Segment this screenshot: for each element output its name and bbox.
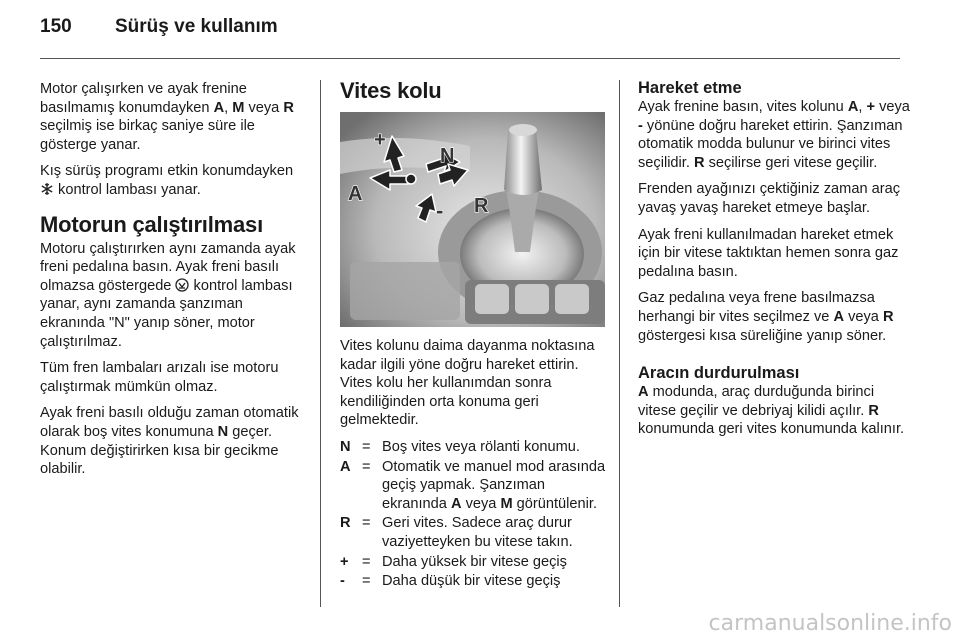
snowflake-icon — [40, 182, 54, 196]
paragraph: Gaz pedalına veya frene basılmazsa herhangi bir vites seçilmez ve A veya R göstergesi kısa süreliğine yanıp söner. — [638, 290, 894, 344]
figure-label-minus: - — [436, 198, 444, 223]
column-3 — [638, 78, 913, 447]
header-rule — [40, 58, 900, 59]
paragraph: Kış sürüş programı etkin konumdayken kontrol lambası yanar. — [40, 163, 294, 198]
column-divider-2 — [619, 80, 620, 607]
paragraph: Motor çalışırken ve ayak frenine basılmamış konumdayken A, M veya R seçilmiş ise birkaç saniye süre ile gösterge yanar. — [40, 81, 294, 153]
column-2 — [340, 68, 610, 591]
paragraph: Ayak freni kullanılmadan hareket etmek için bir vitese taktıktan hemen sonra gaz pedalına basın. — [638, 226, 899, 280]
column-1 — [40, 80, 310, 487]
paragraph: Tüm fren lambaları arızalı ise motoru çalıştırmak mümkün olmaz. — [40, 360, 279, 395]
paragraph: Ayak freni basılı olduğu zaman otomatik olarak boş vites konumuna N geçer. Konum değiştirirken kısa bir gecikme olabilir. — [40, 405, 299, 478]
definition-row: R = Geri vites. Sadece araç durur vaziyetteyken bu vitese takın. — [340, 515, 573, 550]
watermark: carmanualsonline.info — [708, 611, 952, 636]
brake-pedal-icon — [175, 278, 189, 292]
section-heading: Motorun çalıştırılması — [40, 211, 263, 237]
definition-row: + = Daha yüksek bir vitese geçiş — [340, 553, 567, 570]
subsection-heading: Aracın durdurulması — [638, 364, 800, 383]
gear-lever-figure — [340, 112, 605, 327]
paragraph: A modunda, araç durduğunda birinci vitese geçilir ve debriyaj kilidi açılır. R konumunda geri vites konumunda kalınır. — [638, 384, 905, 438]
column-divider-1 — [320, 80, 321, 607]
subsection-heading: Hareket etme — [638, 79, 742, 97]
figure-label-a: A — [348, 183, 363, 205]
definition-list — [340, 438, 610, 591]
page-title: Sürüş ve kullanım — [115, 16, 278, 37]
definition-row: N = Boş vites veya rölanti konumu. — [340, 438, 580, 455]
paragraph: Vites kolunu daima dayanma noktasına kadar ilgili yöne doğru hareket ettirin. Vites kolu her kullanımdan sonra kendiliğinden orta konuma geri gelmektedir. — [340, 338, 595, 429]
figure-label-r: R — [474, 195, 489, 217]
definition-row: A = Otomatik ve manuel mod arasında geçiş yapmak. Şanzıman ekranında A veya M görüntülenir. — [340, 458, 606, 512]
section-heading: Vites kolu — [340, 78, 442, 103]
figure-label-n: N — [440, 145, 455, 167]
figure-label-plus: + — [374, 129, 386, 151]
definition-row: - = Daha düşük bir vitese geçiş — [340, 573, 561, 590]
paragraph: Motoru çalıştırırken aynı zamanda ayak freni pedalına basın. Ayak freni basılı olmazsa göstergede kontrol lambası yanar, aynı zamanda şanzıman ekranında "N" yanıp söner, motor çalıştırılmaz. — [40, 240, 296, 350]
page-number: 150 — [40, 16, 72, 37]
paragraph: Frenden ayağınızı çektiğiniz zaman araç yavaş yavaş hareket etmeye başlar. — [638, 181, 901, 216]
paragraph: Ayak frenine basın, vites kolunu A, + veya - yönüne doğru hareket ettirin. Şanzıman otomatik modda bulunur ve birinci vites seçilidir. R seçilirse geri vitese geçilir. — [638, 99, 910, 171]
